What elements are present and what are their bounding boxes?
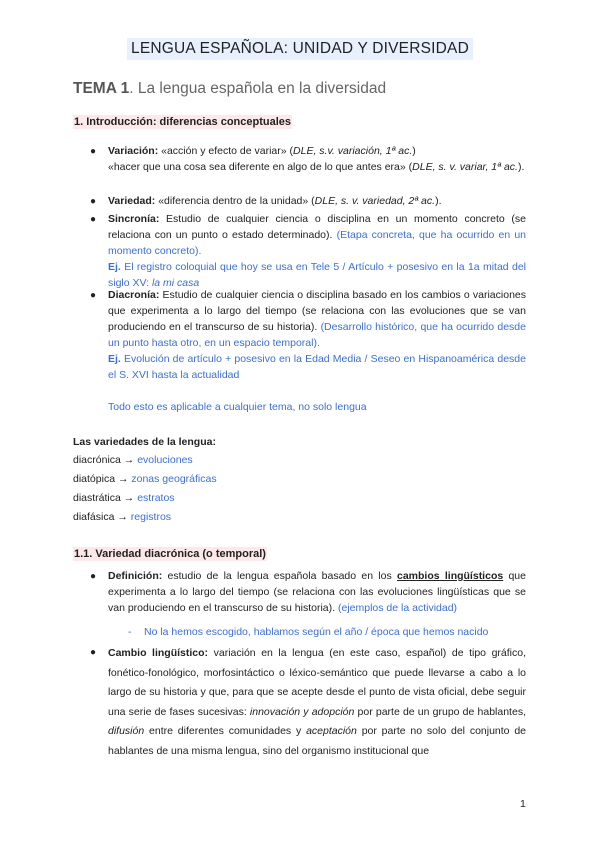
bullet-dot: ● [90, 214, 97, 225]
variedad-term: diastrática → [73, 492, 135, 504]
cambio-italic-2: difusión [108, 725, 145, 737]
variedad-src: DLE, s. v. variedad, 2ª ac. [314, 195, 436, 207]
diacronia-term: Diacronía: [108, 289, 160, 301]
cambio-def-a: variación en la lengua (en este caso, español) de tipo gráfico, fonético-fonológico, morfosintáctico o léxico-semántico que puede llevarse a cabo a lo largo de su historia y que, para que se acepte desde el punto de vista oficial, debe seguir una serie de fases sucesivas: [108, 647, 527, 718]
sincronia-term: Sincronía: [108, 213, 160, 225]
header-title: LENGUA ESPAÑOLA: UNIDAD Y DIVERSIDAD [127, 38, 473, 60]
definicion-note: (ejemplos de la actividad) [337, 602, 458, 614]
tema-number: TEMA 1 [73, 80, 130, 97]
sincronia-item [108, 211, 526, 291]
page-number: 1 [520, 798, 526, 810]
cambio-def-d: por parte no solo del conjunto de hablantes de una misma lengua, sino del organismo institucional que [108, 725, 527, 757]
variedad-value: registros [130, 511, 172, 523]
cambio-def-b: por parte de un grupo de hablantes, [357, 705, 526, 718]
variedad-value: estratos [137, 492, 175, 504]
variacion-item [108, 143, 526, 175]
cambio-term: Cambio lingüístico: [108, 647, 209, 659]
cambio-italic-1: innovación y adopción [249, 705, 355, 718]
variacion-def2: «hacer que una cosa sea diferente en algo de lo que antes era» ( [108, 161, 413, 173]
bullet-dot: ● [90, 647, 97, 658]
tema-title: . La lengua española en la diversidad [129, 80, 387, 97]
variedad-row [73, 490, 175, 506]
variacion-term: Variación: [108, 145, 159, 157]
definicion-def-b: que experimenta a lo largo del tiempo (se relaciona con las evoluciones lingüísticas que se van produciendo en el transcurso de su historia). [108, 570, 526, 614]
variedad-end: ). [435, 195, 442, 207]
cambio-italic-3: aceptación [306, 725, 357, 737]
definicion-def-a: estudio de la lengua española basado en los [167, 570, 392, 582]
sincronia-ej-italic: la mi casa [151, 277, 200, 289]
definicion-underlined: cambios lingüísticos [397, 570, 504, 582]
variedad-term: diacrónica → [73, 454, 135, 466]
variedad-row [73, 452, 193, 468]
variedad-term: diatópica → [73, 473, 129, 485]
bullet-dot: ● [90, 571, 97, 582]
sincronia-def: Estudio de cualquier ciencia o disciplina en un momento concreto (se relaciona con un punto o estado determinado). [108, 213, 526, 241]
bullet-dot: ● [90, 196, 97, 207]
sincronia-ej-label: Ej. [108, 261, 121, 273]
sincronia-note: (Etapa concreta, que ha ocurrido en un momento concreto). [108, 229, 527, 257]
variacion-src2: DLE, s. v. variar, 1ª ac. [412, 161, 518, 173]
section-1-1-title-text: 1.1. Variedad diacrónica (o temporal) [74, 548, 266, 560]
sincronia-ej: El registro coloquial que hoy se usa en Tele 5 / Artículo + posesivo en la 1a mitad del siglo XV: [108, 261, 527, 289]
variedad-term: Variedad: [108, 195, 156, 207]
diacronia-def: Estudio de cualquier ciencia o disciplina basado en los cambios o variaciones que experimenta a lo largo del tiempo (se relaciona con las evoluciones que se van produciendo en el transcurso de su historia). [108, 289, 526, 333]
variacion-src1: DLE, s.v. variación, 1ª ac. [293, 145, 413, 157]
diacronia-note2: Todo esto es aplicable a cualquier tema, no solo lengua [108, 401, 367, 413]
definicion-item [108, 568, 526, 616]
bullet-dot: ● [90, 290, 97, 301]
cambio-def-c: entre diferentes comunidades y [149, 725, 302, 737]
bullet-dot: ● [90, 146, 97, 157]
diacronia-ej-label: Ej. [108, 353, 121, 365]
definicion-term: Definición: [108, 570, 163, 582]
variedad-value: evoluciones [137, 454, 193, 466]
definicion-sub: No la hemos escogido, hablamos según el año / época que hemos nacido [144, 626, 489, 638]
tema-heading [73, 80, 386, 98]
variedad-row [73, 509, 171, 525]
diacronia-ej: Evolución de artículo + posesivo en la Edad Media / Seseo en Hispanoamérica desde el S. XVI hasta la actualidad [108, 353, 526, 381]
section-1-1-title [73, 548, 267, 560]
cambio-item [108, 644, 526, 761]
diacronia-note: (Desarrollo histórico, que ha ocurrido desde un punto hasta otro, en un espacio temporal). [108, 321, 526, 349]
variedad-item [108, 193, 526, 209]
page-header [0, 38, 600, 60]
variedad-row [73, 471, 217, 487]
section-1-title [73, 116, 292, 128]
variedad-term: diafásica → [73, 511, 128, 523]
variacion-def2-end: ). [517, 161, 525, 173]
variacion-def1-end: ) [412, 145, 416, 157]
variacion-def1: «acción y efecto de variar» ( [161, 145, 294, 157]
variedad-value: zonas geográficas [131, 473, 217, 485]
diacronia-item [108, 287, 526, 415]
variedades-title: Las variedades de la lengua: [73, 436, 216, 448]
section-1-title-text: 1. Introducción: diferencias conceptuales [74, 116, 291, 128]
sub-dash: - [128, 626, 132, 638]
variedad-def: «diferencia dentro de la unidad» ( [158, 195, 315, 207]
